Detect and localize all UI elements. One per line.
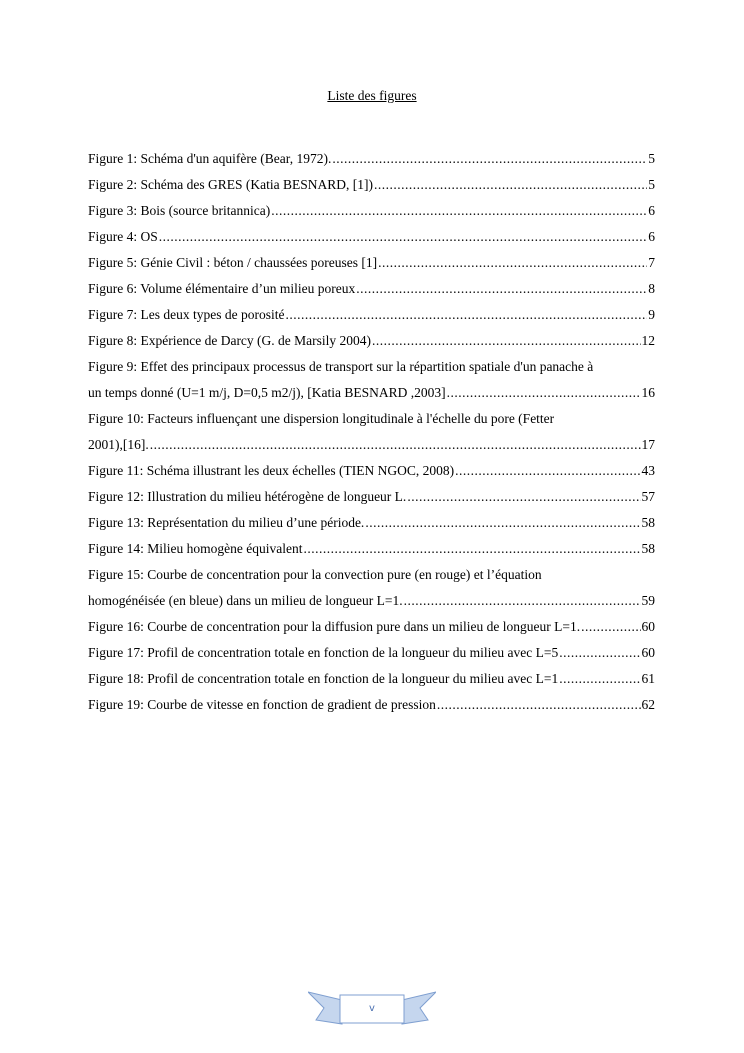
- figure-entry-page: 8: [648, 281, 655, 296]
- dot-leader: [365, 510, 640, 536]
- figure-entry-title: Figure 2: Schéma des GRES (Katia BESNARD, [1]): [88, 177, 373, 192]
- dot-leader: [332, 146, 647, 172]
- figure-entry-title: 2001),[16].: [88, 437, 149, 452]
- page-number: v: [369, 1003, 375, 1014]
- dot-leader: [559, 666, 640, 692]
- figure-entry-page: 17: [641, 437, 655, 452]
- dot-leader: [303, 536, 640, 562]
- figure-entry-title: Figure 5: Génie Civil : béton / chaussées poreuses [1]: [88, 255, 378, 270]
- figure-entry[interactable]: [88, 406, 655, 458]
- dot-leader: [447, 380, 641, 406]
- figure-entry[interactable]: [88, 354, 655, 406]
- figure-entry-title: Figure 14: Milieu homogène équivalent: [88, 541, 303, 556]
- figure-entry-title: Figure 17: Profil de concentration totale en fonction de la longueur du milieu avec L=5: [88, 645, 559, 660]
- figure-entry-first-line: Figure 10: Facteurs influençant une dispersion longitudinale à l'échelle du pore (Fetter: [88, 411, 555, 426]
- figure-entry-title: Figure 7: Les deux types de porosité: [88, 307, 285, 322]
- dot-leader: [455, 458, 640, 484]
- figure-entry-page: 5: [648, 151, 655, 166]
- figure-entry[interactable]: [88, 224, 655, 250]
- figure-entry[interactable]: [88, 666, 655, 692]
- figure-entry-page: 12: [641, 333, 655, 348]
- figure-entry-title: Figure 3: Bois (source britannica): [88, 203, 271, 218]
- figure-entry-page: 57: [641, 489, 655, 504]
- figure-entry-page: 43: [641, 463, 655, 478]
- figure-entry-page: 59: [641, 593, 655, 608]
- page-title: Liste des figures: [327, 88, 417, 103]
- figure-entry[interactable]: [88, 484, 655, 510]
- dot-leader: [407, 484, 640, 510]
- dot-leader: [271, 198, 647, 224]
- figure-entry-title: Figure 19: Courbe de vitesse en fonction de gradient de pression: [88, 697, 436, 712]
- figure-entry[interactable]: [88, 328, 655, 354]
- figure-entry-first-line: Figure 15: Courbe de concentration pour la convection pure (en rouge) et l’équation: [88, 567, 542, 582]
- figure-entry-title: Figure 11: Schéma illustrant les deux échelles (TIEN NGOC, 2008): [88, 463, 455, 478]
- figure-entry[interactable]: [88, 172, 655, 198]
- figure-entry-page: 6: [648, 203, 655, 218]
- figure-entry[interactable]: [88, 510, 655, 536]
- dot-leader: [581, 614, 640, 640]
- dot-leader: [150, 432, 641, 458]
- figure-list: [88, 146, 655, 718]
- figure-entry[interactable]: [88, 146, 655, 172]
- figure-entry-page: 16: [641, 385, 655, 400]
- figure-entry-title: Figure 13: Représentation du milieu d’une période.: [88, 515, 365, 530]
- figure-entry[interactable]: [88, 458, 655, 484]
- figure-entry-page: 9: [648, 307, 655, 322]
- figure-entry-page: 58: [641, 515, 655, 530]
- figure-entry-title: Figure 18: Profil de concentration totale en fonction de la longueur du milieu avec L=1: [88, 671, 559, 686]
- figure-entry-page: 6: [648, 229, 655, 244]
- figure-entry-title: Figure 1: Schéma d'un aquifère (Bear, 1972).: [88, 151, 332, 166]
- dot-leader: [372, 328, 640, 354]
- dot-leader: [437, 692, 641, 718]
- dot-leader: [559, 640, 640, 666]
- dot-leader: [404, 588, 641, 614]
- figure-entry-title: Figure 8: Expérience de Darcy (G. de Marsily 2004): [88, 333, 372, 348]
- figure-entry-page: 7: [648, 255, 655, 270]
- dot-leader: [378, 250, 647, 276]
- figure-entry-page: 62: [641, 697, 655, 712]
- figure-entry[interactable]: [88, 536, 655, 562]
- dot-leader: [285, 302, 647, 328]
- figure-entry-page: 60: [641, 619, 655, 634]
- figure-entry-title: homogénéisée (en bleue) dans un milieu de longueur L=1.: [88, 593, 403, 608]
- figure-entry-title: Figure 4: OS: [88, 229, 158, 244]
- figure-entry-title: Figure 12: Illustration du milieu hétérogène de longueur L.: [88, 489, 407, 504]
- figure-entry-page: 5: [648, 177, 655, 192]
- figure-entry-title: Figure 16: Courbe de concentration pour la diffusion pure dans un milieu de longueur L=1.: [88, 619, 581, 634]
- page-footer-ribbon: [308, 990, 436, 1028]
- figure-entry[interactable]: [88, 250, 655, 276]
- dot-leader: [159, 224, 647, 250]
- figure-entry-page: 61: [641, 671, 655, 686]
- figure-entry[interactable]: [88, 302, 655, 328]
- figure-entry-page: 60: [641, 645, 655, 660]
- figure-entry[interactable]: [88, 562, 655, 614]
- figure-entry[interactable]: [88, 198, 655, 224]
- figure-entry-title: Figure 6: Volume élémentaire d’un milieu poreux: [88, 281, 356, 296]
- figure-entry-title: un temps donné (U=1 m/j, D=0,5 m2/j), [Katia BESNARD ,2003]: [88, 385, 446, 400]
- figure-entry-page: 58: [641, 541, 655, 556]
- dot-leader: [356, 276, 647, 302]
- dot-leader: [374, 172, 647, 198]
- figure-entry[interactable]: [88, 276, 655, 302]
- figure-entry[interactable]: [88, 614, 655, 640]
- figure-entry[interactable]: [88, 692, 655, 718]
- figure-entry[interactable]: [88, 640, 655, 666]
- figure-entry-first-line: Figure 9: Effet des principaux processus de transport sur la répartition spatiale d'un panache à: [88, 359, 594, 374]
